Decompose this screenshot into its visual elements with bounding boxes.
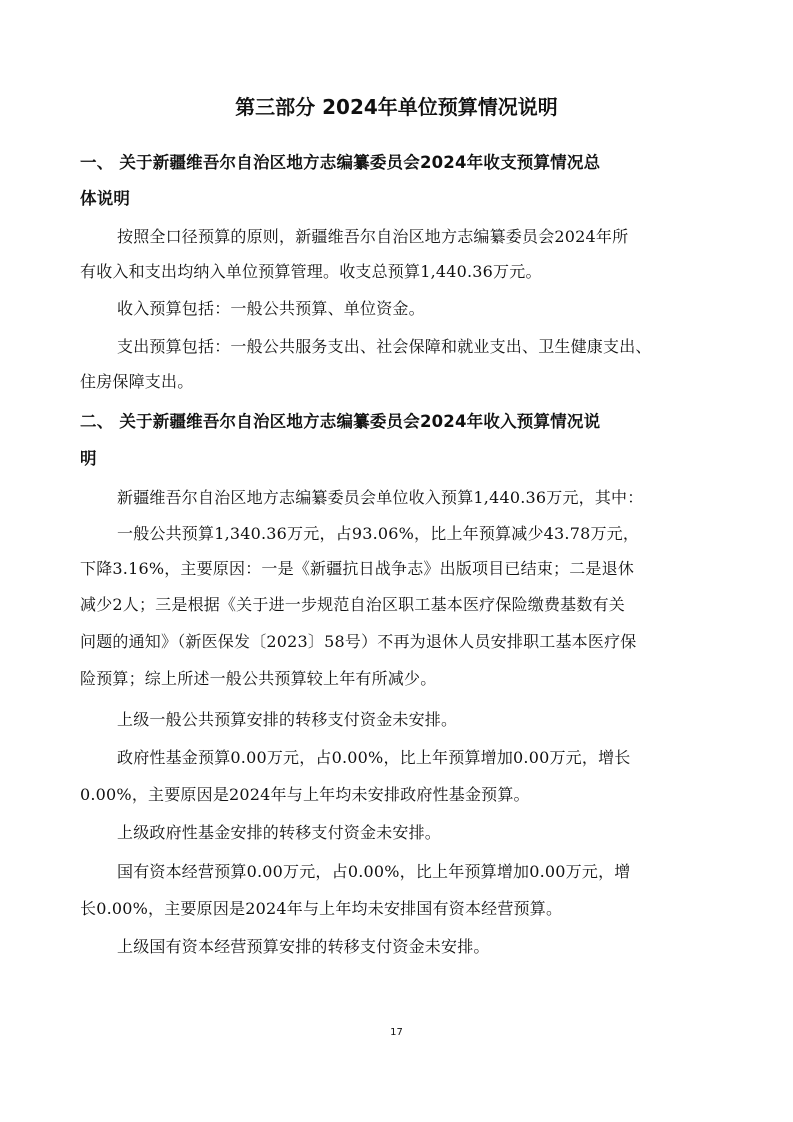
section2-paragraph2-line5: 险预算；综上所述一般公共预算较上年有所减少。 (80, 669, 437, 688)
section2-paragraph3: 上级一般公共预算安排的转移支付资金未安排。 (117, 710, 458, 729)
section2-paragraph2-line4: 问题的通知》（新医保发〔2023〕58号）不再为退休人员安排职工基本医疗保 (80, 632, 637, 651)
section1-paragraph2: 收入预算包括：一般公共预算、单位资金。 (117, 299, 425, 318)
section1-paragraph3-line1: 支出预算包括：一般公共服务支出、社会保障和就业支出、卫生健康支出、 (117, 337, 652, 356)
section2-heading-line2: 明 (80, 449, 97, 468)
section2-paragraph4-line2: 0.00%，主要原因是2024年与上年均未安排政府性基金预算。 (80, 785, 530, 804)
section2-paragraph2-line1: 一般公共预算1,340.36万元，占93.06%，比上年预算减少43.78万元， (117, 524, 640, 543)
section2-paragraph6-line2: 长0.00%，主要原因是2024年与上年均未安排国有资本经营预算。 (80, 899, 563, 918)
section1-paragraph1-line2: 有收入和支出均纳入单位预算管理。收支总预算1,440.36万元。 (80, 262, 542, 281)
section2-paragraph2-line3: 减少2人；三是根据《关于进一步规范自治区职工基本医疗保险缴费基数有关 (80, 595, 625, 614)
section1-paragraph3-line2: 住房保障支出。 (80, 372, 194, 391)
section1-heading-line2: 体说明 (80, 189, 131, 208)
section1-paragraph1-line1: 按照全口径预算的原则，新疆维吾尔自治区地方志编纂委员会2024年所 (117, 227, 629, 246)
section2-paragraph1: 新疆维吾尔自治区地方志编纂委员会单位收入预算1,440.36万元，其中： (117, 488, 644, 507)
section2-paragraph5: 上级政府性基金安排的转移支付资金未安排。 (117, 823, 442, 842)
page-number: 17 (390, 1027, 403, 1038)
section2-heading-line1: 二、 关于新疆维吾尔自治区地方志编纂委员会2024年收入预算情况说 (80, 412, 601, 431)
section2-paragraph7: 上级国有资本经营预算安排的转移支付资金未安排。 (117, 937, 490, 956)
section2-paragraph6-line1: 国有资本经营预算0.00万元，占0.00%，比上年预算增加0.00万元，增 (117, 862, 631, 881)
section1-heading-line1: 一、 关于新疆维吾尔自治区地方志编纂委员会2024年收支预算情况总 (80, 153, 601, 172)
section2-paragraph4-line1: 政府性基金预算0.00万元，占0.00%，比上年预算增加0.00万元，增长 (117, 748, 631, 767)
section2-paragraph2-line2: 下降3.16%，主要原因：一是《新疆抗日战争志》出版项目已结束；二是退休 (80, 559, 635, 578)
page-title: 第三部分 2024年单位预算情况说明 (235, 95, 558, 119)
